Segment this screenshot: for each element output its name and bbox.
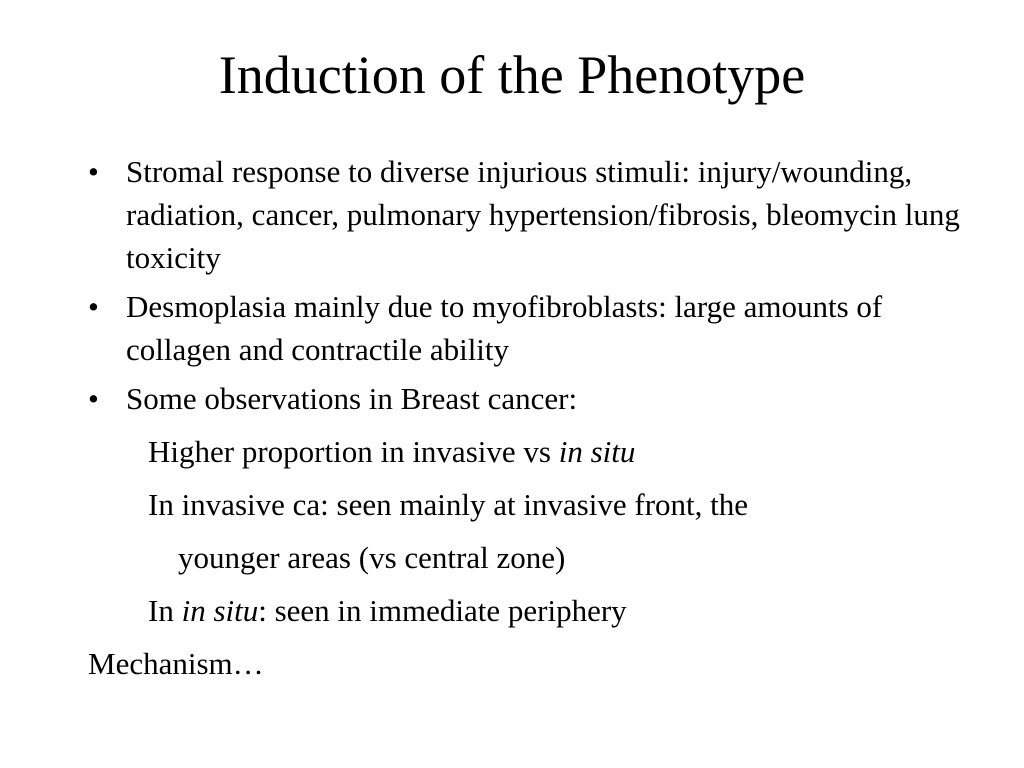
footer-text: Mechanism… [88, 646, 264, 681]
sub-item-text: younger areas (vs central zone) [178, 540, 566, 575]
bullet-item [88, 285, 988, 371]
sub-item-text: Higher proportion in invasive vs [148, 434, 559, 469]
sub-item-text: In invasive ca: seen mainly at invasive front, the [148, 487, 749, 522]
slide-title: Induction of the Phenotype [218, 45, 806, 105]
bullet-icon: • [88, 381, 99, 416]
bullet-item [88, 377, 988, 420]
bullet-icon: • [88, 289, 99, 324]
sub-item-italic: in situ [558, 434, 636, 469]
bullet-item [88, 150, 988, 279]
sub-item [88, 430, 988, 473]
footer-line [88, 642, 988, 685]
bullet-text: Desmoplasia mainly due to myofibroblasts: large amounts of collagen and contractile ability [126, 289, 883, 367]
bullet-text: Stromal response to diverse injurious stimuli: injury/wounding, radiation, cancer, pulmonary hypertension/fibrosis, bleomycin lung toxicity [126, 154, 960, 275]
sub-item [88, 589, 988, 632]
sub-item-continuation [88, 536, 988, 579]
sub-item [88, 483, 988, 526]
bullet-icon: • [88, 154, 99, 189]
bullet-text: Some observations in Breast cancer: [126, 381, 578, 416]
sub-item-text: In [148, 593, 182, 628]
slide-body [88, 150, 988, 685]
sub-item-italic: in situ [181, 593, 259, 628]
sub-item-suffix: : seen in immediate periphery [258, 593, 627, 628]
